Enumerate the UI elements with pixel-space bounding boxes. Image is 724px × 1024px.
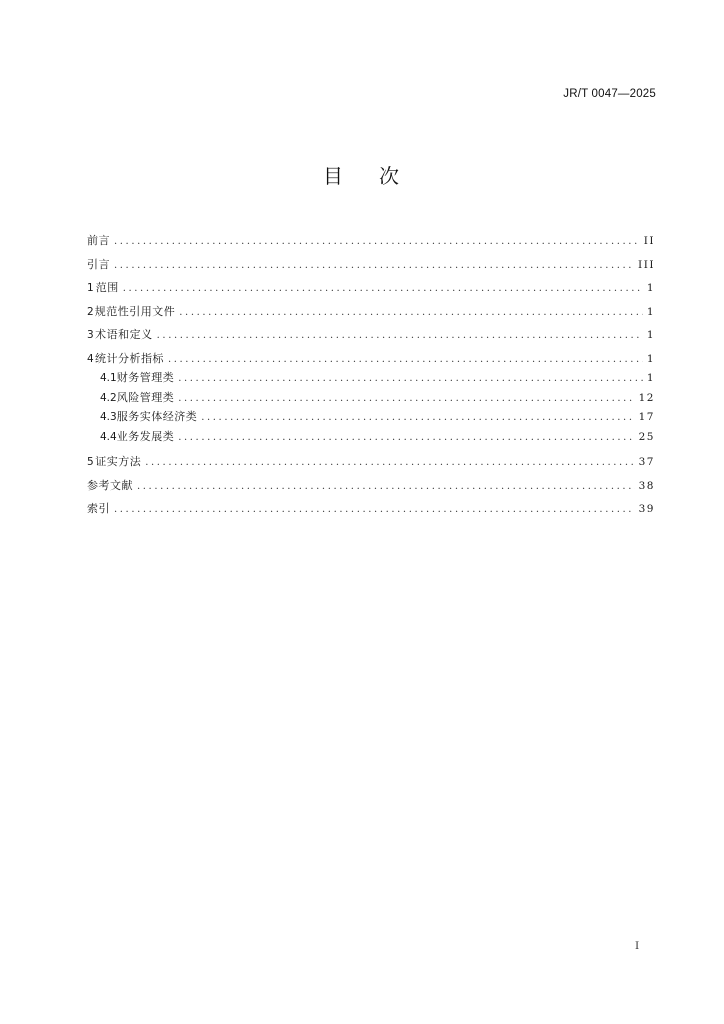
toc-entry-label: 索引 — [87, 502, 110, 515]
toc-entry-page: 12 — [638, 391, 655, 404]
toc-entry-page: II — [643, 235, 655, 247]
standard-code: JR/T 0047—2025 — [563, 88, 656, 100]
toc-entry-foreword[interactable] — [87, 229, 655, 253]
toc-leader-dots — [178, 369, 643, 389]
toc-entry-verification-methods[interactable] — [87, 450, 655, 474]
toc-leader-dots — [137, 475, 635, 499]
toc-entry-number: 3 — [87, 329, 94, 341]
toc-subentry-financial-management[interactable] — [87, 368, 655, 388]
toc-subentry-serving-real-economy[interactable] — [87, 407, 655, 427]
toc-leader-dots — [123, 277, 643, 301]
toc-entry-number: 2 — [87, 305, 94, 318]
toc-subentry-risk-management[interactable] — [87, 388, 655, 408]
toc-entry-label: 证实方法 — [95, 455, 142, 468]
toc-entry-page: 38 — [638, 479, 655, 492]
page-number: I — [635, 940, 640, 952]
toc-entry-number: 4.1 — [100, 372, 117, 384]
toc-entry-page: 1 — [646, 305, 655, 318]
toc-entry-page: 17 — [638, 411, 655, 423]
toc-entry-page: III — [638, 258, 655, 271]
toc-leader-dots — [145, 451, 634, 475]
toc-entry-introduction[interactable] — [87, 253, 655, 277]
toc-entry-label: 引言 — [87, 257, 110, 271]
toc-leader-dots — [114, 230, 640, 254]
toc-title-part1: 目 — [323, 164, 345, 188]
toc-entry-terms-definitions[interactable] — [87, 323, 655, 347]
toc-entry-page: 1 — [646, 372, 655, 384]
toc-entry-page: 25 — [638, 430, 655, 443]
toc-title — [0, 160, 724, 189]
toc-leader-dots — [178, 389, 634, 409]
toc-entry-number: 5 — [87, 456, 94, 468]
toc-entry-number: 1 — [87, 282, 94, 294]
toc-leader-dots — [179, 301, 643, 325]
toc-entry-index[interactable] — [87, 497, 655, 521]
toc-leader-dots — [114, 254, 634, 278]
toc-entry-page: 1 — [646, 282, 655, 294]
toc-entry-page: 39 — [638, 503, 655, 515]
toc-entry-label: 风险管理类 — [116, 390, 175, 404]
toc-entry-number: 4.4 — [100, 430, 117, 443]
toc-entry-label: 规范性引用文件 — [94, 304, 176, 318]
toc-leader-dots — [201, 408, 634, 428]
table-of-contents — [87, 229, 655, 521]
toc-entry-label: 参考文献 — [87, 478, 133, 492]
toc-entry-label: 业务发展类 — [116, 429, 175, 443]
toc-entry-page: 37 — [638, 456, 655, 468]
toc-entry-number: 4 — [87, 352, 94, 365]
toc-leader-dots — [178, 428, 634, 448]
toc-entry-number: 4.3 — [100, 411, 117, 423]
toc-entry-label: 财务管理类 — [116, 371, 175, 384]
toc-leader-dots — [157, 324, 643, 348]
toc-entry-label: 术语和定义 — [95, 328, 153, 341]
toc-leader-dots — [168, 348, 643, 372]
toc-entry-label: 统计分析指标 — [94, 351, 164, 365]
toc-entry-label: 服务实体经济类 — [116, 410, 198, 423]
toc-entry-label: 前言 — [87, 234, 110, 247]
toc-subentry-business-development[interactable] — [87, 427, 655, 447]
toc-entry-page: 1 — [646, 329, 655, 341]
toc-entry-normative-references[interactable] — [87, 300, 655, 324]
toc-leader-dots — [114, 498, 635, 522]
toc-entry-statistical-indicators[interactable] — [87, 347, 655, 371]
toc-entry-number: 4.2 — [100, 391, 117, 404]
toc-entry-bibliography[interactable] — [87, 474, 655, 498]
toc-entry-label: 范围 — [95, 281, 119, 294]
toc-title-part2: 次 — [379, 164, 401, 188]
toc-entry-scope[interactable] — [87, 276, 655, 300]
toc-entry-page: 1 — [646, 352, 655, 365]
